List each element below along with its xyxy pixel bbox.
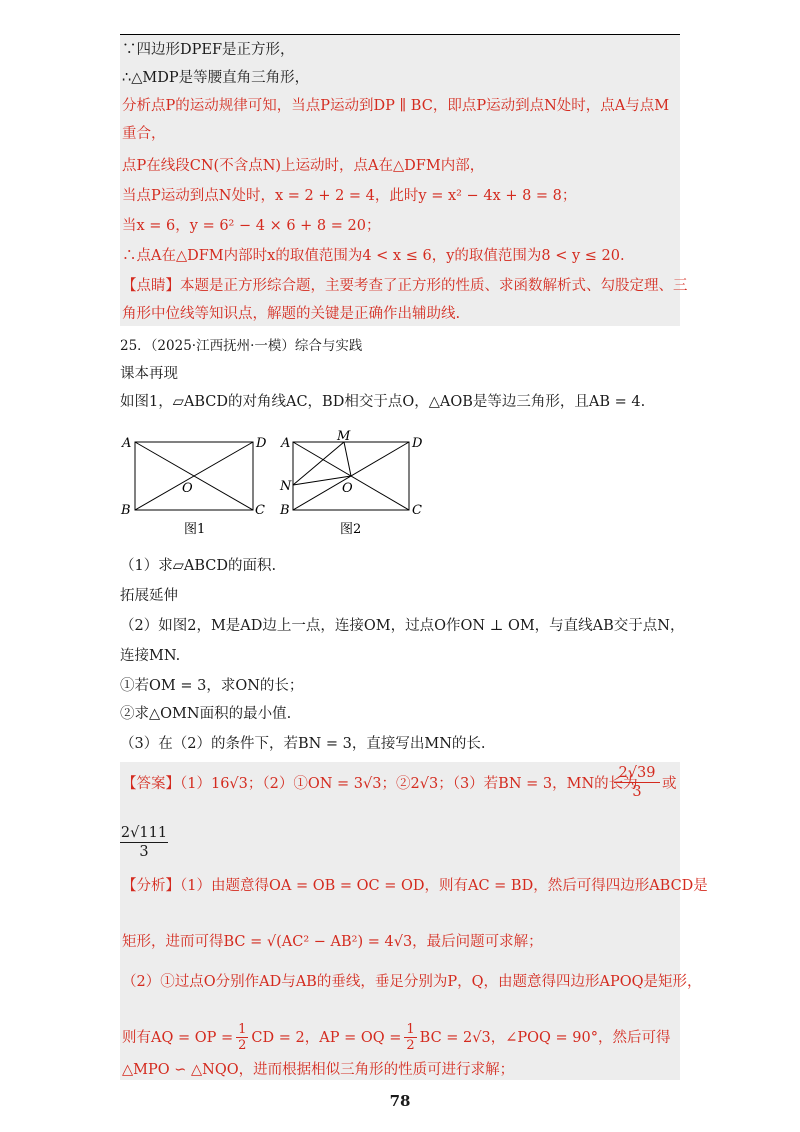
section-textbook: 课本再现 <box>120 366 178 382</box>
fig2-segment-om <box>344 442 351 476</box>
answer-or: 或 <box>662 776 677 792</box>
fig2-label-a: A <box>281 436 291 451</box>
solution-line-5: 点P在线段CN(不含点N)上运动时，点A在△DFM内部， <box>122 158 485 174</box>
solution-line-6: 当点P运动到点N处时，x = 2 + 2 = 4，此时y = x² − 4x + 8 = 8； <box>122 188 577 204</box>
solution-line-3: 分析点P的运动规律可知，当点P运动到DP ∥ BC，即点P运动到点N处时，点A与点M <box>122 98 670 114</box>
analysis-fraction-2 <box>404 1022 416 1053</box>
analysis-line-4-part-b: CD = 2，AP = OQ = <box>251 1029 402 1046</box>
figure-2 <box>278 430 428 540</box>
fig1-label-d: D <box>256 436 267 451</box>
figure-1 <box>118 430 268 540</box>
solution-line-7: 当x = 6，y = 6² − 4 × 6 + 8 = 20； <box>122 218 381 234</box>
problem-header: 25．（2025·江西抚州·一模）综合与实践 <box>120 338 363 354</box>
fig2-label-c: C <box>412 503 422 518</box>
analysis-line-4-part-a: 则有AQ = OP = <box>122 1029 234 1046</box>
analysis-line-4 <box>122 1022 670 1053</box>
key-point-line-2: 角形中位线等知识点，解题的关键是正确作出辅助线. <box>122 306 461 322</box>
fig2-label-o: O <box>342 481 353 496</box>
analysis-line-1: 【分析】（1）由题意得OA = OB = OC = OD，则有AC = BD，然后可得四边形ABCD是 <box>122 878 708 894</box>
fig2-label-n: N <box>280 479 292 494</box>
analysis-fraction-1-numerator: 1 <box>238 1022 247 1037</box>
fig2-label-d: D <box>412 436 423 451</box>
analysis-fraction-2-numerator: 1 <box>406 1022 415 1037</box>
question-3: （3）在（2）的条件下，若BN = 3，直接写出MN的长. <box>120 736 486 752</box>
answer-fraction-1 <box>614 764 660 801</box>
page-number: 78 <box>389 1092 411 1110</box>
analysis-line-4-part-c: BC = 2√3，∠POQ = 90°，然后可得 <box>419 1029 671 1046</box>
solution-line-2: ∴△MDP是等腰直角三角形， <box>122 70 310 86</box>
fig2-label-m: M <box>337 430 351 444</box>
fig1-label-c: C <box>255 503 265 518</box>
answer-fraction-2 <box>120 824 168 861</box>
problem-intro: 如图1，▱ABCD的对角线AC，BD相交于点O，△AOB是等边三角形，且AB = 4. <box>120 394 646 410</box>
analysis-line-5: △MPO ∽ △NQO，进而根据相似三角形的性质可进行求解； <box>122 1062 515 1078</box>
fig2-caption: 图2 <box>340 522 362 537</box>
analysis-fraction-1 <box>236 1022 248 1053</box>
solution-line-4: 重合， <box>122 126 166 142</box>
answer-fraction-2-numerator: 2√111 <box>120 825 168 841</box>
key-point-line-1: 【点睛】本题是正方形综合题，主要考查了正方形的性质、求函数解析式、勾股定理、三 <box>122 278 688 294</box>
fig2-label-b: B <box>280 503 290 518</box>
fig1-label-a: A <box>122 436 132 451</box>
answer-main: 【答案】（1）16√3；（2）①ON = 3√3；②2√3；（3）若BN = 3，MN的长为 <box>122 776 638 792</box>
answer-fraction-1-denominator: 3 <box>632 784 642 800</box>
solution-line-1: ∵四边形DPEF是正方形， <box>122 42 295 58</box>
section-extension: 拓展延伸 <box>120 588 178 604</box>
question-1: （1）求▱ABCD的面积. <box>120 558 277 574</box>
analysis-fraction-1-denominator: 2 <box>238 1038 247 1053</box>
answer-fraction-2-denominator: 3 <box>139 844 149 860</box>
answer-fraction-1-numerator: 2√39 <box>614 764 660 783</box>
fig1-caption: 图1 <box>184 522 206 537</box>
question-2-line-1: （2）如图2，M是AD边上一点，连接OM，过点O作ON ⊥ OM，与直线AB交于点N， <box>120 618 685 634</box>
analysis-line-3: （2）①过点O分别作AD与AB的垂线，垂足分别为P，Q，由题意得四边形APOQ是矩形， <box>122 974 702 990</box>
question-2-part-1: ①若OM = 3，求ON的长； <box>120 678 304 694</box>
question-2-line-2: 连接MN. <box>120 648 181 664</box>
analysis-line-2: 矩形，进而可得BC = √(AC² − AB²) = 4√3，最后问题可求解； <box>122 934 543 950</box>
fig1-label-b: B <box>121 503 131 518</box>
analysis-fraction-2-denominator: 2 <box>406 1038 415 1053</box>
fig1-label-o: O <box>182 481 193 496</box>
solution-line-8: ∴点A在△DFM内部时x的取值范围为4 < x ≤ 6，y的取值范围为8 < y ≤ 20. <box>122 248 625 264</box>
question-2-part-2: ②求△OMN面积的最小值. <box>120 706 292 722</box>
answer-line <box>122 774 638 794</box>
